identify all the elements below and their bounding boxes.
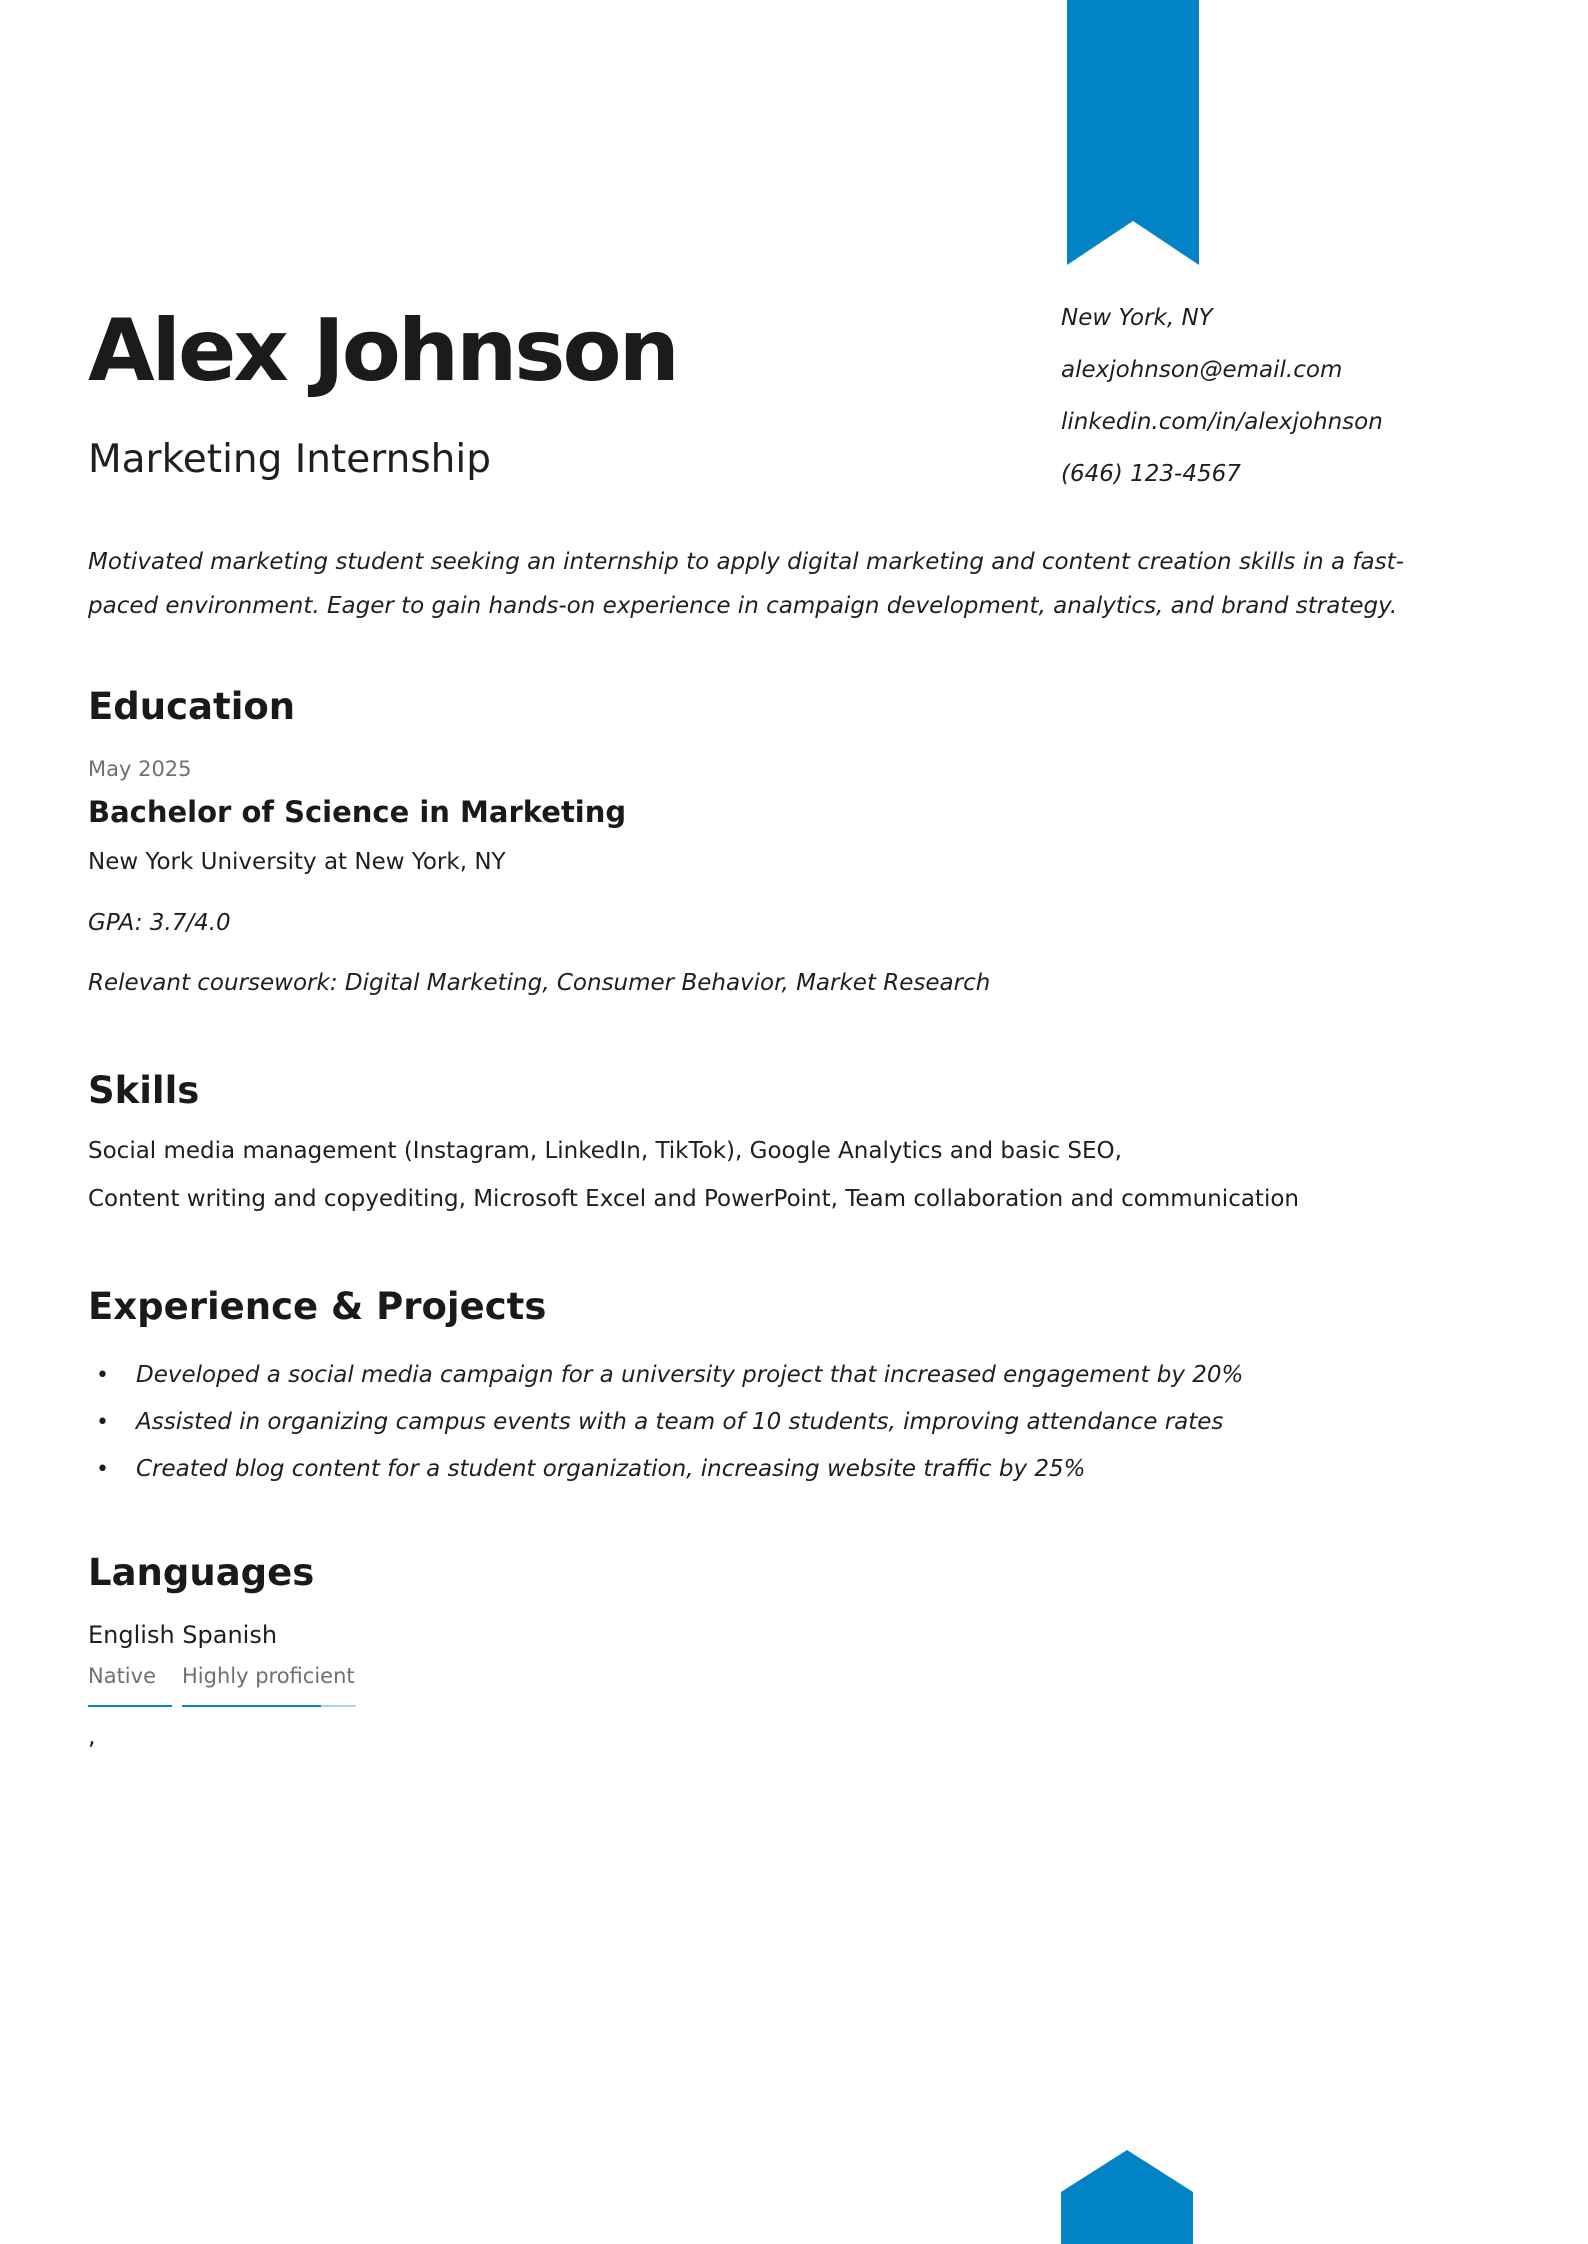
languages-heading: Languages bbox=[88, 1551, 315, 1594]
contact-phone: (646) 123-4567 bbox=[1061, 461, 1241, 487]
experience-list bbox=[88, 1352, 1468, 1493]
ribbon-shape bbox=[1061, 2150, 1193, 2244]
language-names: English Spanish bbox=[88, 1621, 278, 1649]
experience-heading: Experience & Projects bbox=[88, 1285, 547, 1328]
profile-summary: Motivated marketing student seeking an internship to apply digital marketing and content creation skills in a fast-paced environment. Eager to gain hands-on experience in campaign development, analytics, and brand strategy. bbox=[88, 549, 1404, 619]
ribbon-shape bbox=[1067, 0, 1199, 265]
contact-block bbox=[1061, 292, 1541, 500]
contact-linkedin[interactable]: linkedin.com/in/alexjohnson bbox=[1061, 409, 1383, 435]
skills-heading: Skills bbox=[88, 1069, 200, 1112]
education-degree: Bachelor of Science in Marketing bbox=[88, 795, 627, 829]
bookmark-ribbon-bottom bbox=[1061, 2150, 1193, 2244]
experience-text: Developed a social media campaign for a university project that increased engagement by 20% bbox=[136, 1362, 1244, 1388]
contact-location: New York, NY bbox=[1061, 305, 1213, 331]
education-heading: Education bbox=[88, 685, 296, 728]
language-level-english: Native bbox=[88, 1664, 156, 1688]
education-coursework: Relevant coursework: Digital Marketing, Consumer Behavior, Market Research bbox=[88, 970, 991, 996]
bookmark-ribbon-top bbox=[1067, 0, 1199, 265]
experience-text: Created blog content for a student organization, increasing website traffic by 25% bbox=[136, 1456, 1086, 1482]
list-item bbox=[88, 1446, 1468, 1493]
bullet-icon: • bbox=[96, 1363, 109, 1388]
bullet-icon: • bbox=[96, 1410, 109, 1435]
proficiency-fill-spanish bbox=[182, 1705, 321, 1707]
skills-line: Content writing and copyediting, Microsoft Excel and PowerPoint, Team collaboration and communication bbox=[88, 1186, 1299, 1212]
list-item bbox=[88, 1399, 1468, 1446]
list-item bbox=[88, 1352, 1468, 1399]
contact-email[interactable]: alexjohnson@email.com bbox=[1061, 357, 1343, 383]
experience-text: Assisted in organizing campus events with a team of 10 students, improving attendance rates bbox=[136, 1409, 1224, 1435]
bullet-icon: • bbox=[96, 1457, 109, 1482]
target-role: Marketing Internship bbox=[88, 437, 491, 482]
candidate-name: Alex Johnson bbox=[88, 301, 677, 401]
trailing-comma: , bbox=[88, 1722, 96, 1750]
education-school: New York University at New York, NY bbox=[88, 849, 506, 875]
education-date: May 2025 bbox=[88, 757, 192, 781]
education-gpa: GPA: 3.7/4.0 bbox=[88, 910, 231, 936]
skills-line: Social media management (Instagram, LinkedIn, TikTok), Google Analytics and basic SEO, bbox=[88, 1138, 1122, 1164]
proficiency-fill-english bbox=[88, 1705, 172, 1707]
language-level-spanish: Highly proficient bbox=[182, 1664, 355, 1688]
